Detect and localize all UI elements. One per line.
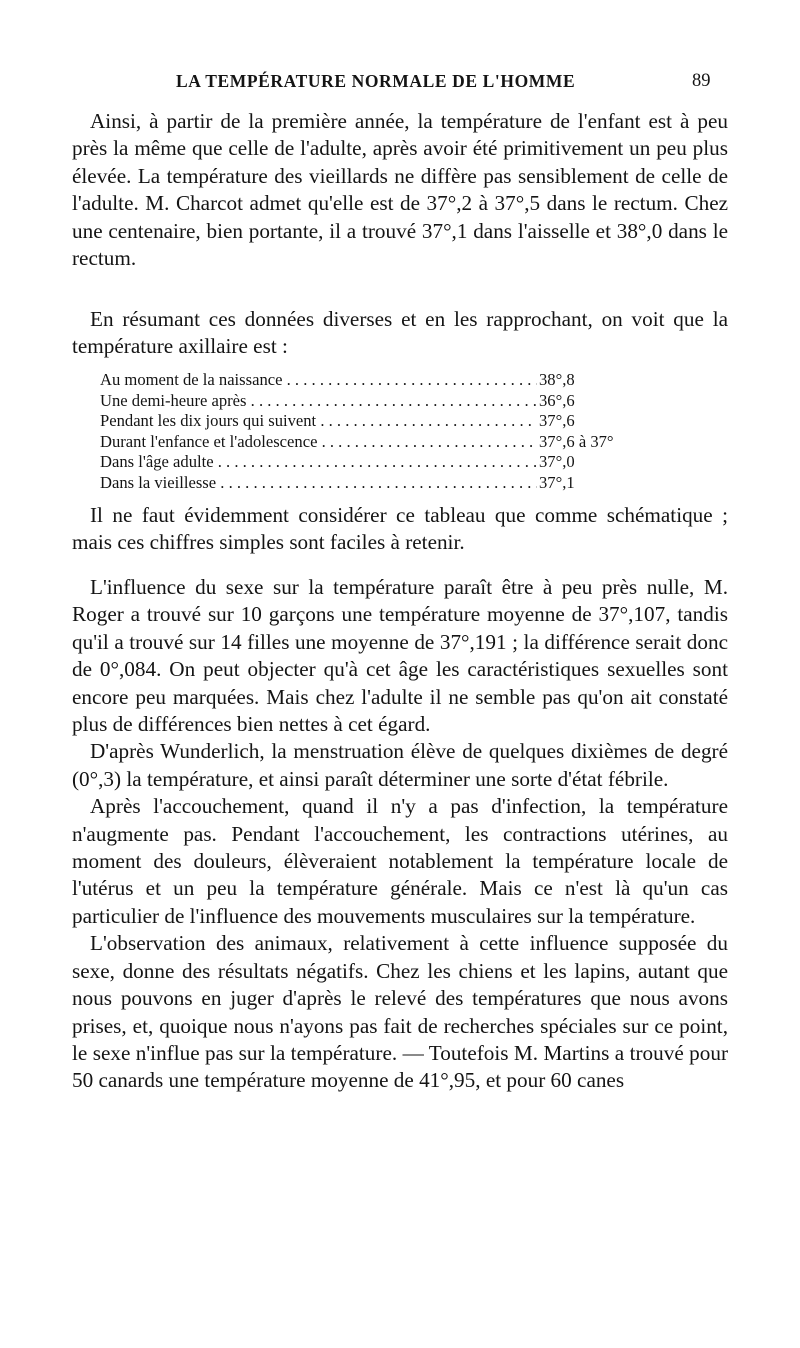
axillary-temperature-table: [100, 370, 696, 494]
table-row-label: Dans la vieillesse . . .: [100, 473, 537, 494]
paragraph-animals: L'observation des animaux, relativement à cette influence supposée du sexe, donne des résultats négatifs. Chez les chiens et les lapins, autant que nous pouvons en juger d'après le relevé des températures que nous avons prises, et, quoique nous n'ayons pas fait de recherches spéciales sur ce point, le sexe n'influe pas sur la température. — Toutefois M. Martins a trouvé pour 50 canards une température moyenne de 41°,95, et pour 60 canes: [72, 931, 728, 1093]
table-row-value: 38°,8: [539, 370, 575, 389]
table-row-value: 37°,0: [539, 452, 575, 472]
intro-paragraphs: [72, 108, 728, 272]
table-row-label: Une demi-heure après . . .: [100, 391, 537, 412]
table-row: [100, 411, 696, 432]
table-row-label: Dans l'âge adulte . . .: [100, 452, 537, 473]
summary-intro: [72, 306, 728, 361]
table-row-label: Pendant les dix jours qui suivent . . .: [100, 411, 537, 432]
table-row: [100, 452, 696, 473]
table-row-label: Au moment de la naissance . . .: [100, 370, 537, 391]
paragraph-sex-influence: L'influence du sexe sur la température paraît être à peu près nulle, M. Roger a trouvé sur 10 garçons une température moyenne de 37°,107, tandis qu'il a trouvé sur 14 filles une moyenne de 37°,191 ; la différence serait donc de 0°,084. On peut objecter qu'à cet âge les caractéristiques sexuelles sont encore peu marquées. Mais chez l'adulte il ne semble pas qu'on ait constaté plus de différences bien nettes à cet égard.: [72, 575, 728, 737]
table-row-value: 37°,1: [539, 472, 575, 492]
table-row-value: 36°,6: [539, 390, 575, 410]
table-row: [100, 391, 696, 412]
sex-influence-section: [72, 574, 728, 1095]
paragraph-menstruation: D'après Wunderlich, la menstruation élève de quelques dixièmes de degré (0°,3) la température, et ainsi paraît déterminer une sorte d'état fébrile.: [72, 739, 728, 791]
table-row-value: 37°,6 à 37°: [539, 431, 614, 451]
page-number: 89: [692, 71, 711, 91]
table-row: [100, 473, 696, 494]
paragraph-childbirth: Après l'accouchement, quand il n'y a pas d'infection, la température n'augmente pas. Pendant l'accouchement, les contractions utérines, au moment des douleurs, élèveraient notablement la température locale de l'utérus et un peu la température générale. Mais ce n'est là qu'un cas particulier de l'influence des mouvements musculaires sur la température.: [72, 794, 728, 928]
paragraph-summary-intro: En résumant ces données diverses et en les rapprochant, on voit que la température axillaire est :: [72, 307, 728, 359]
running-head: [0, 71, 800, 101]
table-row-value: 37°,6: [539, 411, 575, 431]
table-row: [100, 370, 696, 391]
running-title: LA TEMPÉRATURE NORMALE DE L'HOMME: [176, 71, 576, 91]
paragraph-table-comment: Il ne faut évidemment considérer ce tableau que comme schématique ; mais ces chiffres simples sont faciles à retenir.: [72, 503, 728, 555]
paragraph-age-temperature: Ainsi, à partir de la première année, la température de l'enfant est à peu près la même que celle de l'adulte, après avoir été primitivement un peu plus élevée. La température des vieillards ne diffère pas sensiblement de celle de l'adulte. M. Charcot admet qu'elle est de 37°,2 à 37°,5 dans le rectum. Chez une centenaire, bien portante, il a trouvé 37°,1 dans l'aisselle et 38°,0 dans le rectum.: [72, 109, 728, 271]
table-row-label: Durant l'enfance et l'adolescence . . .: [100, 432, 537, 453]
table-row: [100, 432, 696, 453]
table-comment: [72, 502, 728, 557]
